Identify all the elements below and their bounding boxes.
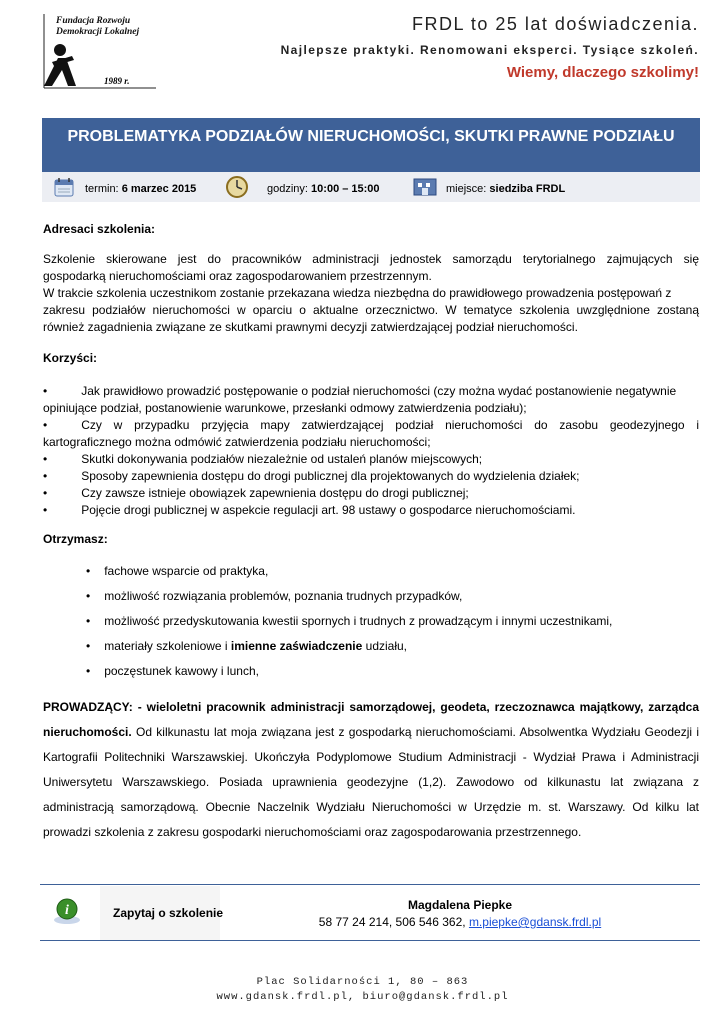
benefit-6: Pojęcie drogi publicznej w aspekcie regulacji art. 98 ustawy o gospodarce nieruchomościami. — [81, 503, 576, 517]
trainer-line-4: Uniwersytetu Warszawskiego. Posiada uprawnienia geodezyjne (1,2). Zawodowo od kilkunastu lat związana z — [43, 775, 699, 789]
receive-4-tail: udziału, — [362, 639, 408, 653]
term-label: termin: — [85, 183, 119, 195]
receive-heading: Otrzymasz: — [43, 532, 108, 546]
addressees-p2-line-2: zakresu podziałów nieruchomości w oparciu o aktualne orzecznictwo. W tematyce szkolenia uwzględnione zostaną — [43, 303, 699, 317]
benefit-2-line-1: Czy w przypadku przyjęcia mapy zatwierdzającej podział nieruchomości do zasobu geodezyjnego i — [81, 418, 699, 432]
contact-phones: 58 77 24 214, 506 546 362, — [318, 915, 469, 929]
logo-line-2: Demokracji Lokalnej — [56, 27, 140, 37]
contact-name: Magdalena Piepke — [407, 898, 513, 912]
receive-item: • poczęstunek kawowy i lunch, — [86, 664, 259, 678]
contact-details — [220, 897, 700, 931]
trainer-label: PROWADZĄCY: — [43, 700, 133, 714]
benefit-item: • Skutki dokonywania podziałów niezależnie od ustaleń planów miejscowych; — [43, 452, 483, 466]
benefit-item: • Sposoby zapewnienia dostępu do drogi publicznej dla projektowanych do wydzielenia działek; — [43, 469, 580, 483]
addressees-p2-line-3: również zagadnienia związane ze skutkami prawnymi decyzji zatwierdzającej podział nieruchomości. — [43, 320, 578, 334]
receive-item: • fachowe wsparcie od praktyka, — [86, 564, 269, 578]
place-value: siedziba FRDL — [489, 183, 566, 195]
addressees-p2-line-1: W trakcie szkolenia uczestnikom zostanie przekazana wiedza niezbędna do prawidłowego prowadzenia postępowań z — [43, 286, 672, 300]
trainer-line-3: Kartografii Politechniki Warszawskiej. Ukończyła Podyplomowe Studium Administracji - Wydział Prawa i Administracji — [43, 750, 699, 764]
trainer-l2-tail: Od kilkunastu lat moja związana jest z gospodarką nieruchomościami. Absolwentka Wydziału Geodezji i — [131, 725, 699, 739]
calendar-icon — [52, 175, 76, 204]
receive-1: fachowe wsparcie od praktyka, — [104, 564, 269, 578]
receive-3: możliwość przedyskutowania kwestii spornych i trudnych z prowadzącym i innymi uczestnikami, — [104, 614, 613, 628]
benefit-item: • Pojęcie drogi publicznej w aspekcie regulacji art. 98 ustawy o gospodarce nieruchomościami. — [43, 503, 576, 517]
clock-icon — [224, 174, 250, 205]
logo-org-name — [56, 16, 139, 38]
receive-2: możliwość rozwiązania problemów, poznania trudnych przypadków, — [104, 589, 463, 603]
header-motto: Wiemy, dlaczego szkolimy! — [506, 64, 699, 81]
hours-info — [267, 183, 380, 195]
logo-line-1: Fundacja Rozwoju — [56, 16, 131, 26]
trainer-section — [43, 695, 699, 845]
trainer-line-6: prowadzi szkolenia z zakresu gospodarki nieruchomościami oraz zagospodarowania przestrzennego. — [43, 825, 582, 839]
receive-item: • możliwość przedyskutowania kwestii spornych i trudnych z prowadzącym i innymi uczestnikami, — [86, 614, 613, 628]
benefit-item: • Czy zawsze istnieje obowiązek zapewnienia dostępu do drogi publicznej; — [43, 486, 469, 500]
benefit-item: • Czy w przypadku przyjęcia mapy zatwierdzającej podział nieruchomości do zasobu geodezyjnego i kartograficznego można odmówić zatwierdzenia podziału nieruchomości; — [43, 418, 699, 449]
header-subtitle: Najlepsze praktyki. Renomowani eksperci. Tysiące szkoleń. — [280, 43, 699, 57]
term-info — [85, 183, 196, 195]
addressees-paragraph-1 — [43, 251, 699, 336]
receive-5: poczęstunek kawowy i lunch, — [104, 664, 259, 678]
receive-4: materiały szkoleniowe i — [104, 639, 231, 653]
benefit-1-line-2: opiniujące podział, postanowienie warunkowe, przesłanki odmowy zatwierdzenia podziału); — [43, 401, 527, 415]
benefit-5: Czy zawsze istnieje obowiązek zapewnienia dostępu do drogi publicznej; — [81, 486, 469, 500]
addressees-heading: Adresaci szkolenia: — [43, 222, 156, 236]
trainer-line-1 — [43, 695, 699, 720]
footer-web: www.gdansk.frdl.pl, biuro@gdansk.frdl.pl — [216, 991, 509, 1003]
receive-4-bold: imienne zaświadczenie — [230, 639, 363, 653]
benefits-heading: Korzyści: — [43, 351, 98, 365]
footer-address: Plac Solidarności 1, 80 – 863 — [256, 976, 469, 988]
term-value: 6 marzec 2015 — [121, 183, 197, 195]
addressees-p1-line-2: gospodarką nieruchomościami oraz zagospodarowaniem przestrzennym. — [43, 269, 432, 283]
contact-email-link[interactable]: m.piepke@gdansk.frdl.pl — [468, 915, 602, 929]
place-info — [446, 183, 565, 195]
training-title: PROBLEMATYKA PODZIAŁÓW NIERUCHOMOŚCI, SKUTKI PRAWNE PODZIAŁU — [67, 128, 675, 145]
addressees-p1-line-1: Szkolenie skierowane jest do pracowników administracji jednostek samorządu terytorialnego zajmujących się — [43, 252, 699, 266]
place-label: miejsce: — [446, 183, 487, 195]
hours-value: 10:00 – 15:00 — [311, 183, 380, 195]
trainer-bold-2: nieruchomości. — [43, 725, 132, 739]
contact-divider-top — [40, 884, 700, 885]
trainer-bold-1: - wieloletni pracownik administracji samorządowej, geodeta, rzeczoznawca majątkowy, zarządca — [132, 700, 699, 714]
receive-item: • materiały szkoleniowe i imienne zaświadczenie udziału, — [86, 639, 408, 653]
contact-line — [220, 914, 700, 931]
receive-item: • możliwość rozwiązania problemów, poznania trudnych przypadków, — [86, 589, 463, 603]
building-icon — [412, 175, 438, 204]
benefit-4: Sposoby zapewnienia dostępu do drogi publicznej dla projektowanych do wydzielenia działek; — [81, 469, 580, 483]
benefit-item: • Jak prawidłowo prowadzić postępowanie o podział nieruchomości (czy można wydać postanowienie negatywnie opiniujące podział, postanowienie warunkowe, przesłanki odmowy zatwierdzenia podziału); — [43, 383, 699, 417]
ask-about-training: Zapytaj o szkolenie — [113, 906, 224, 920]
benefits-list — [43, 383, 699, 519]
benefit-2-line-2: kartograficznego można odmówić zatwierdzenia podziału nieruchomości; — [43, 435, 431, 449]
info-icon — [52, 897, 82, 930]
contact-divider-bottom — [40, 940, 700, 941]
svg-text:i: i — [65, 903, 69, 918]
header-title: FRDL to 25 lat doświadczenia. — [412, 14, 699, 34]
logo-year: 1989 r. — [104, 76, 130, 86]
benefit-1-line-1: Jak prawidłowo prowadzić postępowanie o podział nieruchomości (czy można wydać postanowienie negatywnie — [81, 384, 677, 398]
benefit-3: Skutki dokonywania podziałów niezależnie od ustaleń planów miejscowych; — [81, 452, 483, 466]
trainer-line-2 — [43, 720, 699, 745]
hours-label: godziny: — [267, 183, 308, 195]
trainer-line-5: administracją samorządową. Obecnie Naczelnik Wydziału Nieruchomości w Urzędzie m. st. Warszawy. Od kilku lat — [43, 800, 699, 814]
